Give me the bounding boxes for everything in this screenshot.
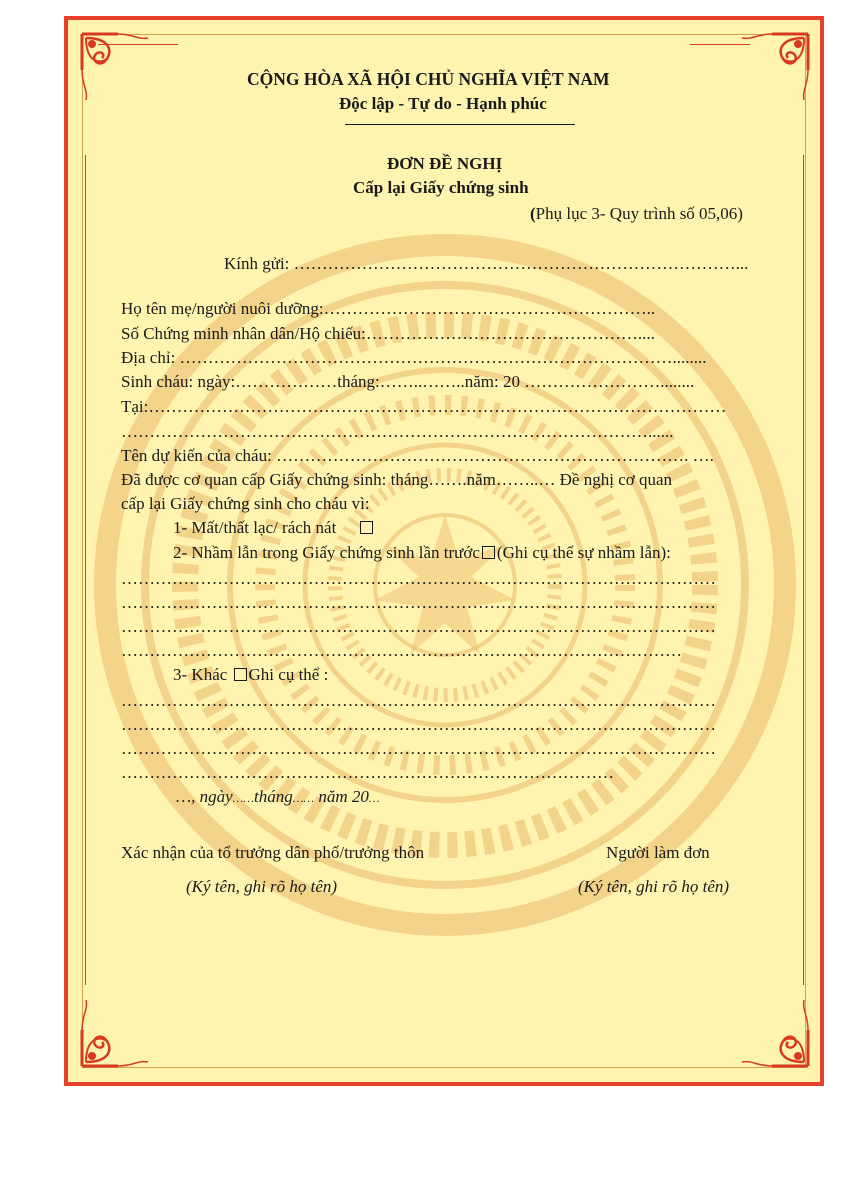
address-field[interactable]: Địa chỉ: ……………………………………………………………………………........: [121, 348, 707, 367]
corner-ornament-icon: [732, 30, 812, 110]
birth-date-field[interactable]: Sinh cháu: ngày:………………tháng:……..……..năm: 20 ……………………........: [121, 372, 695, 391]
reason-1: 1- Mất/thất lạc/ rách nát: [173, 517, 375, 539]
corner-ornament-icon: [78, 30, 158, 110]
mother-name-field[interactable]: Họ tên mẹ/người nuôi dưỡng:…………………………………………………..: [121, 299, 656, 318]
reason-2-checkbox[interactable]: [482, 546, 495, 559]
reason-3-detail-line[interactable]: ……………………………………………………………………………………………: [121, 691, 716, 710]
right-signature-title: Người làm đơn: [606, 843, 710, 862]
corner-ornament-icon: [732, 990, 812, 1070]
document-subtitle: Cấp lại Giấy chứng sinh: [353, 178, 529, 197]
issued-info-line-2: cấp lại Giấy chứng sinh cho cháu vì:: [121, 494, 370, 513]
reason-2-detail-line[interactable]: ……………………………………………………………………………………………: [121, 569, 716, 588]
right-signature-note: (Ký tên, ghi rõ họ tên): [578, 877, 730, 896]
document-title: ĐƠN ĐỀ NGHỊ: [387, 154, 503, 173]
reason-2-detail-line[interactable]: ……………………………………………………………………………………………: [121, 593, 716, 612]
left-signature-title: Xác nhận của tổ trưởng dân phố/trưởng thôn: [121, 843, 425, 862]
reason-3-checkbox[interactable]: [234, 668, 247, 681]
date-line[interactable]: …, ngày……tháng…… năm 20…: [176, 787, 380, 806]
birth-place-continuation[interactable]: …………………………………………………………………………………......: [121, 422, 674, 441]
motto-underline: [345, 124, 575, 125]
reason-2-detail-line[interactable]: ………………………………………………………………………………………: [121, 641, 682, 660]
reason-3-detail-line[interactable]: ……………………………………………………………………………………………: [121, 739, 716, 758]
country-heading: CỘNG HÒA XÃ HỘI CHỦ NGHĨA VIỆT NAM: [247, 69, 610, 89]
reason-3-detail-line[interactable]: ……………………………………………………………………………………………: [121, 715, 716, 734]
left-signature-note: (Ký tên, ghi rõ họ tên): [186, 877, 338, 896]
birth-place-field[interactable]: Tại:…………………………………………………………………………………………: [121, 397, 727, 416]
motto-heading: Độc lập - Tự do - Hạnh phúc: [339, 94, 547, 113]
reason-3-detail-line[interactable]: ……………………………………………………………………………: [121, 763, 614, 782]
id-number-field[interactable]: Số Chứng minh nhân dân/Hộ chiếu:…………………………………………....: [121, 324, 655, 343]
child-name-field[interactable]: Tên dự kiến của cháu: ………………………………………………………………. ….: [121, 446, 714, 465]
top-left-rule: [98, 44, 178, 45]
recipient-field[interactable]: Kính gửi: ……………………………………………………………………...: [224, 254, 749, 273]
right-side-rule: [803, 155, 804, 985]
corner-ornament-icon: [78, 990, 158, 1070]
reason-1-checkbox[interactable]: [360, 521, 373, 534]
reason-3: 3- Khác Ghi cụ thể :: [173, 665, 329, 684]
left-side-rule: [85, 155, 86, 985]
top-right-rule: [690, 44, 750, 45]
reason-2: 2- Nhầm lẫn trong Giấy chứng sinh lần trước (Ghi cụ thể sự nhầm lẫn):: [173, 543, 671, 562]
appendix-reference: (Phụ lục 3- Quy trình số 05,06): [530, 204, 743, 223]
reason-2-detail-line[interactable]: ……………………………………………………………………………………………: [121, 617, 716, 636]
issued-info-line[interactable]: Đã được cơ quan cấp Giấy chứng sinh: tháng…….năm……..… Đề nghị cơ quan: [121, 470, 673, 489]
